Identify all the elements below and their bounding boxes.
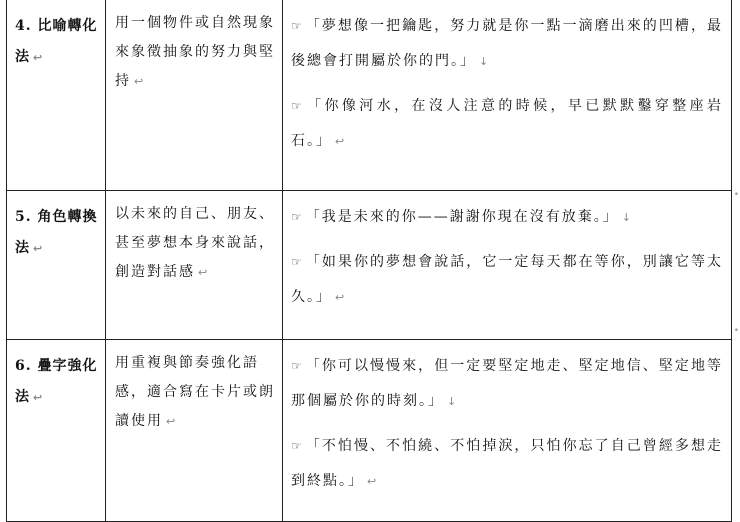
method-cell bbox=[7, 340, 106, 522]
example-text: 「你可以慢慢來，但一定要堅定地走、堅定地信、堅定地等那個屬於你的時刻。」 bbox=[291, 358, 723, 409]
cell-end-mark: ↩ bbox=[166, 415, 178, 428]
examples-cell bbox=[283, 191, 732, 340]
description-cell bbox=[106, 340, 283, 522]
description-text: 用一個物件或自然現象來象徵抽象的努力與堅持 bbox=[115, 15, 275, 89]
row-end-marker-icon: • bbox=[733, 190, 739, 200]
table-row bbox=[7, 191, 732, 340]
line-break-mark: ↓ bbox=[621, 211, 633, 224]
example-paragraph bbox=[291, 89, 723, 159]
example-text: 「不怕慢、不怕繞、不怕掉淚，只怕你忘了自己曾經多想走到終點。」 bbox=[291, 438, 723, 489]
example-text: 「如果你的夢想會說話，它一定每天都在等你，別讓它等太久。」 bbox=[291, 254, 723, 305]
cell-end-mark: ↩ bbox=[198, 266, 210, 279]
table-row bbox=[7, 340, 732, 522]
cell-end-mark: ↩ bbox=[335, 135, 347, 148]
cell-end-mark: ↩ bbox=[33, 242, 44, 255]
pointing-hand-icon: ☞ bbox=[291, 359, 304, 373]
method-name: 6. 疊字強化法 bbox=[15, 358, 98, 405]
pointing-hand-icon: ☞ bbox=[291, 210, 304, 224]
description-cell bbox=[106, 0, 283, 191]
table-row bbox=[7, 0, 732, 191]
cell-end-mark: ↩ bbox=[33, 51, 44, 64]
description-text: 以未來的自己、朋友、甚至夢想本身來說話，創造對話感 bbox=[115, 206, 275, 280]
example-paragraph bbox=[291, 245, 723, 315]
pointing-hand-icon: ☞ bbox=[291, 19, 304, 33]
example-text: 「夢想像一把鑰匙，努力就是你一點一滴磨出來的凹槽，最後總會打開屬於你的門。」 bbox=[291, 18, 723, 69]
pointing-hand-icon: ☞ bbox=[291, 439, 304, 453]
example-paragraph bbox=[291, 429, 723, 499]
method-cell bbox=[7, 0, 106, 191]
cell-end-mark: ↩ bbox=[367, 475, 379, 488]
row-end-marker-icon: • bbox=[733, 326, 739, 336]
pointing-hand-icon: ☞ bbox=[291, 255, 304, 269]
examples-cell bbox=[283, 340, 732, 522]
pointing-hand-icon: ☞ bbox=[291, 99, 304, 113]
cell-end-mark: ↩ bbox=[134, 75, 146, 88]
example-paragraph bbox=[291, 349, 723, 419]
cell-end-mark: ↩ bbox=[33, 391, 44, 404]
method-name: 5. 角色轉換法 bbox=[15, 209, 98, 256]
line-break-mark: ↓ bbox=[447, 395, 459, 408]
examples-cell bbox=[283, 0, 732, 191]
example-paragraph bbox=[291, 200, 723, 235]
description-cell bbox=[106, 191, 283, 340]
cell-end-mark: ↩ bbox=[335, 291, 347, 304]
example-text: 「你像河水，在沒人注意的時候，早已默默鑿穿整座岩石。」 bbox=[291, 98, 723, 149]
document-table bbox=[6, 0, 732, 522]
method-cell bbox=[7, 191, 106, 340]
example-text: 「我是未來的你——謝謝你現在沒有放棄。」 bbox=[305, 209, 619, 225]
description-text: 用重複與節奏強化語感，適合寫在卡片或朗讀使用 bbox=[115, 355, 275, 429]
example-paragraph bbox=[291, 9, 723, 79]
line-break-mark: ↓ bbox=[479, 55, 491, 68]
method-name: 4. 比喻轉化法 bbox=[15, 18, 98, 65]
